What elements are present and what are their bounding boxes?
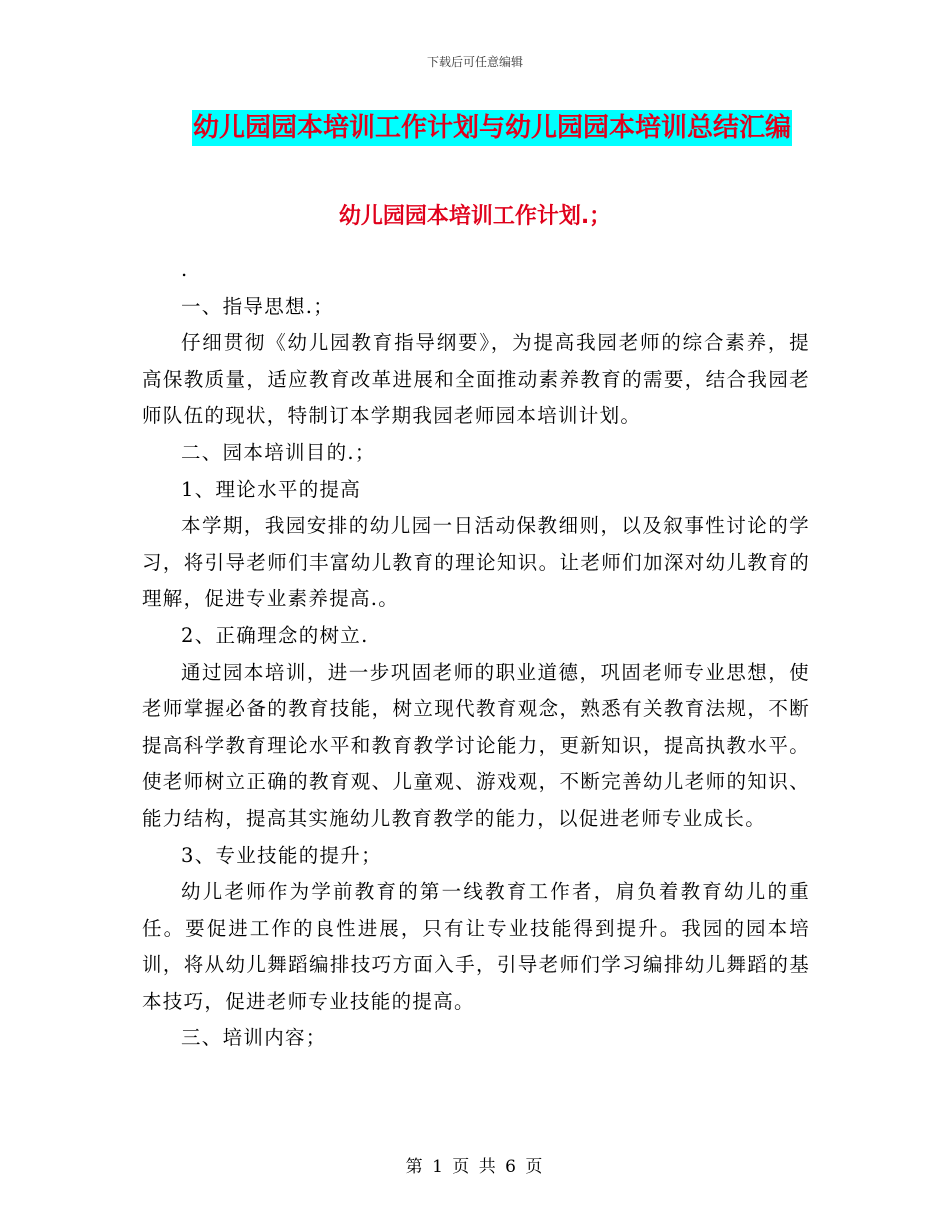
paragraph: 幼儿老师作为学前教育的第一线教育工作者，肩负着教育幼儿的重任。要促进工作的良性进展，只有让专业技能得到提升。我园的园本培训，将从幼儿舞蹈编排技巧方面入手，引导老师们学习编排幼儿舞蹈的基本技巧，促进老师专业技能的提高。 [142, 880, 810, 1013]
document-title-container [192, 110, 792, 146]
page-footer: 第 1 页 共 6 页 [405, 1157, 545, 1177]
section-title: 幼儿园园本培训工作计划.； [338, 204, 612, 229]
paragraph: 仔细贯彻《幼儿园教育指导纲要》，为提高我园老师的综合素养，提高保教质量，适应教育改革进展和全面推动素养教育的需要，结合我园老师队伍的现状，特制订本学期我园老师园本培训计划。 [142, 331, 810, 428]
paragraph: 3、专业技能的提升； [181, 843, 382, 867]
paragraph: 三、培训内容； [181, 1026, 327, 1050]
paragraph: 本学期，我园安排的幼儿园一日活动保教细则，以及叙事性讨论的学习，将引导老师们丰富幼儿教育的理论知识。让老师们加深对幼儿教育的理解，促进专业素养提高.。 [142, 514, 810, 611]
paragraph: 一、指导思想.； [181, 294, 335, 318]
header-note: 下载后可任意编辑 [426, 55, 523, 69]
document-body [142, 252, 810, 1057]
paragraph: 通过园本培训，进一步巩固老师的职业道德，巩固老师专业思想，使老师掌握必备的教育技能，树立现代教育观念，熟悉有关教育法规，不断提高科学教育理论水平和教育教学讨论能力，更新知识，提高执教水平。使老师树立正确的教育观、儿童观、游戏观，不断完善幼儿老师的知识、能力结构，提高其实施幼儿教育教学的能力，以促进老师专业成长。 [142, 660, 810, 830]
paragraph: 2、正确理念的树立. [181, 623, 369, 647]
paragraph: 二、园本培训目的.； [181, 440, 376, 464]
paragraph: 1、理论水平的提高 [181, 477, 362, 501]
paragraph: . [181, 258, 189, 281]
document-title: 幼儿园园本培训工作计划与幼儿园园本培训总结汇编 [192, 110, 792, 146]
